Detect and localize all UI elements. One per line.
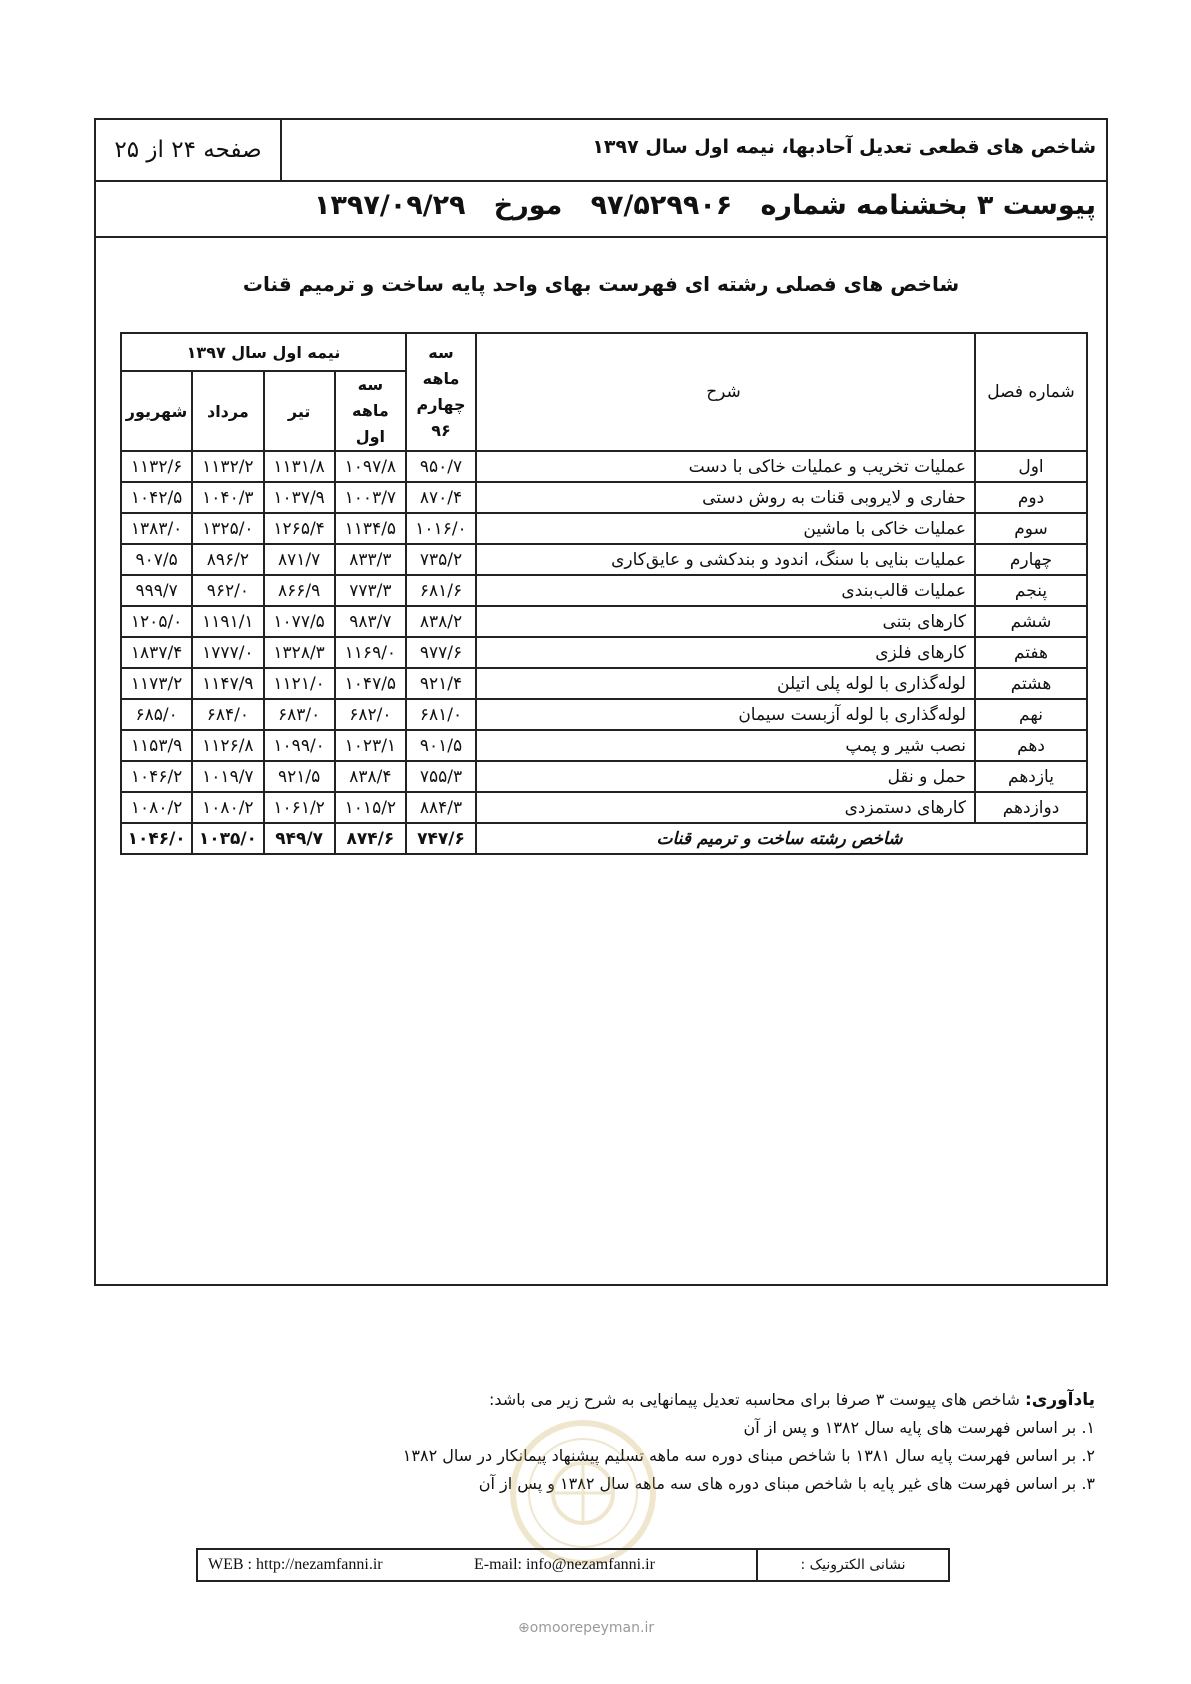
row-q4-96: ۹۵۰/۷ xyxy=(406,451,476,482)
row-q1: ۱۱۳۴/۵ xyxy=(335,513,406,544)
table-row xyxy=(121,451,1087,482)
row-q1: ۱۰۱۵/۲ xyxy=(335,792,406,823)
row-description: عملیات بنایی با سنگ، اندود و بندکشی و عایق‌کاری xyxy=(476,544,975,575)
note-item: ۲. بر اساس فهرست پایه سال ۱۳۸۱ با شاخص مبنای دوره سه ماهه تسلیم پیشنهاد پیمانکار در سال ۱۳۸۲ xyxy=(402,1446,1095,1465)
table-row xyxy=(121,606,1087,637)
row-mordad: ۱۰۸۰/۲ xyxy=(192,792,263,823)
row-shahrivar: ۹۹۹/۷ xyxy=(121,575,192,606)
header-row xyxy=(96,120,1106,182)
row-q4-96: ۸۷۰/۴ xyxy=(406,482,476,513)
row-q4-96: ۶۸۱/۶ xyxy=(406,575,476,606)
row-tir: ۱۳۲۸/۳ xyxy=(264,637,335,668)
row-shahrivar: ۱۳۸۳/۰ xyxy=(121,513,192,544)
attachment-reference: پیوست ۳ بخشنامه شماره ۹۷/۵۲۹۹۰۶ مورخ ۱۳۹۷/۰۹/۲۹ xyxy=(313,190,1096,221)
row-shahrivar: ۹۰۷/۵ xyxy=(121,544,192,575)
table-row xyxy=(121,699,1087,730)
row-description: حفاری و لایروبی قنات به روش دستی xyxy=(476,482,975,513)
row-chapter: هشتم xyxy=(975,668,1087,699)
table-row xyxy=(121,575,1087,606)
row-q1: ۱۰۹۷/۸ xyxy=(335,451,406,482)
table-row xyxy=(121,761,1087,792)
document-title: شاخص های قطعی تعدیل آحادبها، نیمه اول سال ۱۳۹۷ xyxy=(592,136,1096,158)
footer-label: نشانی الکترونیک : xyxy=(756,1550,948,1580)
row-tir: ۸۷۱/۷ xyxy=(264,544,335,575)
row-q4-96: ۸۸۴/۳ xyxy=(406,792,476,823)
table-row xyxy=(121,668,1087,699)
row-tir: ۶۸۳/۰ xyxy=(264,699,335,730)
row-description: لوله‌گذاری با لوله آزبست سیمان xyxy=(476,699,975,730)
row-q1: ۸۳۳/۳ xyxy=(335,544,406,575)
row-chapter: پنجم xyxy=(975,575,1087,606)
row-mordad: ۱۱۲۶/۸ xyxy=(192,730,263,761)
document-frame xyxy=(94,118,1108,1286)
row-description: کارهای فلزی xyxy=(476,637,975,668)
row-q1: ۶۸۲/۰ xyxy=(335,699,406,730)
table-title: شاخص های فصلی رشته ای فهرست بهای واحد پایه ساخت و ترمیم قنات xyxy=(242,272,960,296)
row-description: لوله‌گذاری با لوله پلی اتیلن xyxy=(476,668,975,699)
row-mordad: ۱۰۴۰/۳ xyxy=(192,482,263,513)
row-q4-96: ۷۳۵/۲ xyxy=(406,544,476,575)
header-q4-96: سه ماهه چهارم ۹۶ xyxy=(406,333,476,451)
row-description: کارهای دستمزدی xyxy=(476,792,975,823)
row-tir: ۱۰۷۷/۵ xyxy=(264,606,335,637)
total-mordad: ۱۰۳۵/۰ xyxy=(192,823,263,854)
row-q4-96: ۷۵۵/۳ xyxy=(406,761,476,792)
row-tir: ۱۲۶۵/۴ xyxy=(264,513,335,544)
header-tir: تیر xyxy=(264,371,335,451)
row-shahrivar: ۶۸۵/۰ xyxy=(121,699,192,730)
total-tir: ۹۴۹/۷ xyxy=(264,823,335,854)
attachment-row xyxy=(96,182,1106,238)
row-mordad: ۱۰۱۹/۷ xyxy=(192,761,263,792)
footer-email-link[interactable]: E-mail: info@nezamfanni.ir xyxy=(474,1556,655,1573)
row-tir: ۱۰۶۱/۲ xyxy=(264,792,335,823)
row-mordad: ۱۱۹۱/۱ xyxy=(192,606,263,637)
total-shahrivar: ۱۰۴۶/۰ xyxy=(121,823,192,854)
row-chapter: دهم xyxy=(975,730,1087,761)
row-description: کارهای بتنی xyxy=(476,606,975,637)
note-item: ۳. بر اساس فهرست های غیر پایه با شاخص مبنای دوره های سه ماهه سال ۱۳۸۲ و پس از آن xyxy=(478,1474,1095,1493)
watermark-site: ⊕omoorepeyman.ir xyxy=(518,1620,655,1636)
row-shahrivar: ۱۰۸۰/۲ xyxy=(121,792,192,823)
total-row xyxy=(121,823,1087,854)
row-q1: ۸۳۸/۴ xyxy=(335,761,406,792)
row-description: نصب شیر و پمپ xyxy=(476,730,975,761)
row-q4-96: ۸۳۸/۲ xyxy=(406,606,476,637)
row-shahrivar: ۱۰۴۲/۵ xyxy=(121,482,192,513)
row-description: عملیات خاکی با ماشین xyxy=(476,513,975,544)
row-description: عملیات قالب‌بندی xyxy=(476,575,975,606)
row-shahrivar: ۱۰۴۶/۲ xyxy=(121,761,192,792)
table-row xyxy=(121,544,1087,575)
row-description: حمل و نقل xyxy=(476,761,975,792)
row-q4-96: ۹۷۷/۶ xyxy=(406,637,476,668)
table-row xyxy=(121,513,1087,544)
footer-contact-box xyxy=(196,1548,950,1582)
table-row xyxy=(121,730,1087,761)
header-description: شرح xyxy=(476,333,975,451)
row-shahrivar: ۱۱۳۲/۶ xyxy=(121,451,192,482)
table-row xyxy=(121,482,1087,513)
row-mordad: ۱۱۳۲/۲ xyxy=(192,451,263,482)
row-shahrivar: ۱۱۵۳/۹ xyxy=(121,730,192,761)
row-q1: ۱۱۶۹/۰ xyxy=(335,637,406,668)
row-mordad: ۸۹۶/۲ xyxy=(192,544,263,575)
row-tir: ۱۱۲۱/۰ xyxy=(264,668,335,699)
row-mordad: ۱۷۷۷/۰ xyxy=(192,637,263,668)
row-shahrivar: ۱۲۰۵/۰ xyxy=(121,606,192,637)
row-tir: ۱۰۳۷/۹ xyxy=(264,482,335,513)
note-item: ۱. بر اساس فهرست های پایه سال ۱۳۸۲ و پس از آن xyxy=(743,1418,1095,1437)
header-chapter: شماره فصل xyxy=(975,333,1087,451)
row-q4-96: ۱۰۱۶/۰ xyxy=(406,513,476,544)
row-chapter: چهارم xyxy=(975,544,1087,575)
row-tir: ۹۲۱/۵ xyxy=(264,761,335,792)
row-chapter: هفتم xyxy=(975,637,1087,668)
row-chapter: نهم xyxy=(975,699,1087,730)
row-mordad: ۱۱۴۷/۹ xyxy=(192,668,263,699)
row-q4-96: ۶۸۱/۰ xyxy=(406,699,476,730)
row-q1: ۱۰۰۳/۷ xyxy=(335,482,406,513)
row-q1: ۱۰۲۳/۱ xyxy=(335,730,406,761)
page-number: صفحه ۲۴ از ۲۵ xyxy=(96,120,282,180)
row-chapter: ششم xyxy=(975,606,1087,637)
row-chapter: دوازدهم xyxy=(975,792,1087,823)
row-q4-96: ۹۰۱/۵ xyxy=(406,730,476,761)
row-chapter: اول xyxy=(975,451,1087,482)
row-q1: ۱۰۴۷/۵ xyxy=(335,668,406,699)
watermark-seal xyxy=(508,1418,658,1568)
table-row xyxy=(121,792,1087,823)
notes-intro: شاخص های پیوست ۳ صرفا برای محاسبه تعدیل پیمانهایی به شرح زیر می باشد: xyxy=(489,1390,1025,1409)
header-q1: سه ماهه اول xyxy=(335,371,406,451)
row-tir: ۱۱۳۱/۸ xyxy=(264,451,335,482)
row-q1: ۹۸۳/۷ xyxy=(335,606,406,637)
header-shahrivar: شهریور xyxy=(121,371,192,451)
total-q1: ۸۷۴/۶ xyxy=(335,823,406,854)
row-tir: ۱۰۹۹/۰ xyxy=(264,730,335,761)
index-table xyxy=(120,332,1088,855)
row-chapter: یازدهم xyxy=(975,761,1087,792)
notes-label: یادآوری: xyxy=(1024,1390,1095,1410)
row-q4-96: ۹۲۱/۴ xyxy=(406,668,476,699)
row-q1: ۷۷۳/۳ xyxy=(335,575,406,606)
footer-web-link[interactable]: WEB : http://nezamfanni.ir xyxy=(208,1556,383,1573)
total-desc: شاخص رشته ساخت و ترمیم قنات xyxy=(476,823,1087,854)
row-description: عملیات تخریب و عملیات خاکی با دست xyxy=(476,451,975,482)
row-chapter: سوم xyxy=(975,513,1087,544)
globe-icon: ⊕ xyxy=(518,1620,530,1636)
row-mordad: ۶۸۴/۰ xyxy=(192,699,263,730)
row-mordad: ۹۶۲/۰ xyxy=(192,575,263,606)
table-row xyxy=(121,637,1087,668)
row-shahrivar: ۱۱۷۳/۲ xyxy=(121,668,192,699)
row-tir: ۸۶۶/۹ xyxy=(264,575,335,606)
header-mordad: مرداد xyxy=(192,371,263,451)
header-half-year: نیمه اول سال ۱۳۹۷ xyxy=(121,333,406,371)
row-chapter: دوم xyxy=(975,482,1087,513)
total-q4: ۷۴۷/۶ xyxy=(406,823,476,854)
row-mordad: ۱۳۲۵/۰ xyxy=(192,513,263,544)
row-shahrivar: ۱۸۳۷/۴ xyxy=(121,637,192,668)
